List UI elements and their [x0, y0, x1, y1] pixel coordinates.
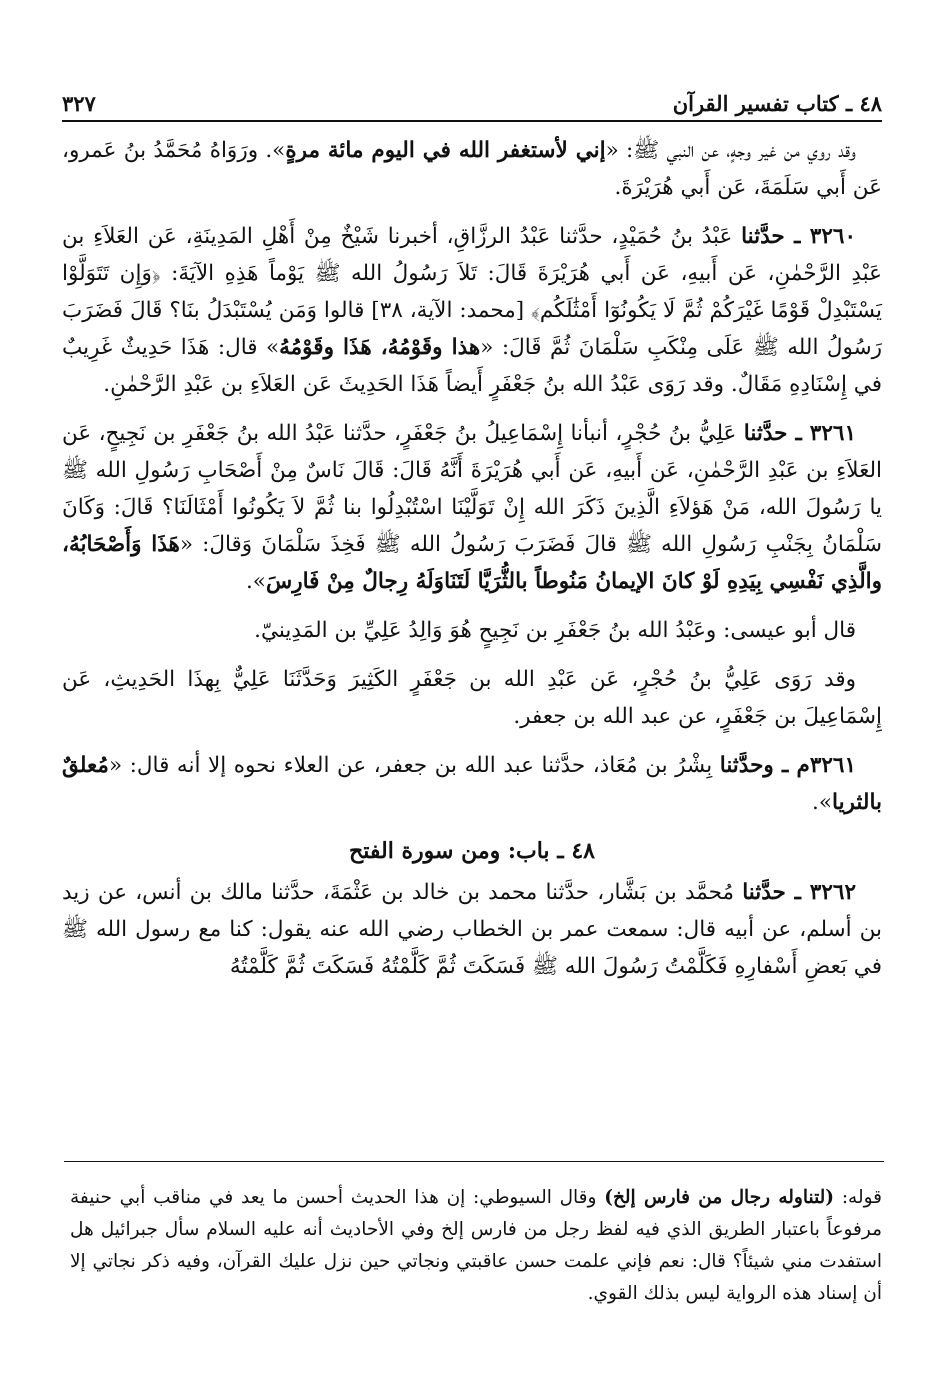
text-segment: وقد روي من غير وجهٍ، عن النبي ﷺ: « — [605, 138, 856, 163]
text-segment: » قال: هَذَا حَدِيثٌ غَرِيبٌ في إِسْنَادِهِ مَقَالٌ. وقد رَوَى عَبْدُ الله بنُ جَعْفَرٍ أَيضاً هَذَا الحَدِيثَ عَن العَلاَءِ بن عَبْدِ الرَّحْمٰنِ. — [62, 335, 882, 397]
running-header — [62, 78, 882, 122]
page-number: ٣٢٧ — [62, 91, 96, 116]
chapter-heading: ٤٨ ـ باب: ومن سورة الفتح — [349, 838, 595, 864]
paragraph-1 — [62, 132, 882, 206]
hadith-3261m — [62, 747, 882, 821]
footnote-lead: قوله: — [834, 1187, 883, 1208]
text-segment: ». ورَوَاهُ مُحَمَّدُ بنُ عَمرو، عَن أَبي سَلَمَةَ، عَن أَبي هُرَيْرَةَ. — [62, 138, 882, 200]
footnote — [70, 1182, 882, 1310]
main-text — [62, 132, 882, 985]
hadith-number: ٣٢٦٢ ـ حدَّثنا — [742, 880, 856, 905]
hadith-quote: مُعلقٌ بالثريا — [62, 753, 882, 815]
hadith-3260 — [62, 218, 882, 403]
hadith-number: ٣٢٦١ ـ حدَّثنا — [743, 421, 856, 446]
footnote-separator — [64, 1161, 884, 1162]
abu-isa-comment: قال أبو عيسى: وعَبْدُ الله بنُ جَعْفَرِ بن نَجِيحٍ هُوَ وَالِدُ عَلِيِّ بن المَدِينيّ. — [254, 618, 856, 643]
text-segment: ». — [812, 790, 833, 815]
hadith-quote: هَذَا وَأَصْحَابُهُ، والَّذِي نَفْسِي بِيَدِهِ لَوْ كانَ الإيمانُ مَنُوطاً بالثُّرَيَّا لَتَنَاوَلَهُ رِجالٌ مِنْ فَارِسَ — [62, 532, 882, 594]
page — [62, 78, 882, 997]
hadith-number: ٣٢٦٠ ـ حدَّثنا — [741, 224, 856, 249]
hadith-number: ٣٢٦١م ـ وحدَّثنا — [719, 753, 857, 778]
hadith-quote: إني لأستغفر الله في اليوم مائة مرةٍ — [285, 138, 606, 163]
text-segment: ». — [245, 569, 266, 594]
text-segment: مُحمَّد بن بَشَّار، حدَّثنا محمد بن خالد بن عَثْمَةَ، حدَّثنا مالك بن أنس، عن زيد بن أسلم، عن أبيه قال: سمعت عمر بن الخطاب رضي الله عنه يقول: كنا مع رسول الله ﷺ في بَعضِ أَسْفارِهِ فَكَلَّمْتُ رَسُولَ الله ﷺ فَسَكَتَ ثُمَّ كَلَّمْتُهُ فَسَكَتَ ثُمَّ كَلَّمْتُهُ — [62, 880, 882, 979]
header-title: ٤٨ ـ كتاب تفسير القرآن — [672, 91, 882, 116]
narration-note: وقد رَوَى عَلِيُّ بنُ حُجْرٍ، عَن عَبْدِ الله بن جَعْفَرٍ الكَثِيرَ وَحَدَّثَنَا عَلِيٌّ بِهذَا الحَدِيثِ، عَن إِسْمَاعِيلَ بن جَعْفَرٍ، عن عبد الله بن جعفر. — [62, 667, 882, 729]
footnote-text: وقال السيوطي: إن هذا الحديث أحسن ما يعد في مناقب أبي حنيفة مرفوعاً باعتبار الطريق الذي فيه لفظ رجل من فارس إلخ وفي الأحاديث أنه عليه السلام سأل جبرائيل هل استفدت مني شيئاً؟ قال: نعم فإني علمت حسن عاقبتي ونجاتي حين نزل عليك القرآن، وفيه ذكر نجاتي إلا أن إسناد هذه الرواية ليس بذلك القوي. — [70, 1187, 882, 1304]
text-segment: عَلِيُّ بنُ حُجْرٍ، أنبأنا إِسْمَاعِيلُ بنُ جَعْفَرٍ، حدَّثنا عَبْدُ الله بنُ جَعْفَرِ بن نَجِيحٍ، عَن العَلاَءِ بن عَبْدِ الرَّحْمٰنِ، عَن أَبيهِ، عَن أَبي هُرَيْرَةَ أَنَّهُ قَالَ: قَالَ نَاسٌ مِنْ أَصْحَابِ رَسُولِ الله ﷺ يا رَسُولَ الله، مَنْ هَؤلاَءِ الَّذِينَ ذَكَرَ الله إِنْ تَوَلَّيْنَا اسْتُبْدِلُوا بنا ثُمَّ لاَ يَكُونُوا أَمْثَالَنَا؟ قَالَ: وَكَانَ سَلْمَانُ بِجَنْبِ رَسُولِ الله ﷺ قالَ فَضَرَبَ رَسُولُ الله ﷺ فَخِذَ سَلْمَانَ وَقالَ: « — [62, 421, 882, 557]
hadith-3261 — [62, 415, 882, 600]
footnote-quote: (لتناوله رجال من فارس إلخ) — [604, 1187, 835, 1208]
hadith-3262 — [62, 874, 882, 985]
text-segment: بِشْرُ بن مُعَاذ، حدَّثنا عبد الله بن جعفر، عن العلاء نحوه إلا أنه قال: « — [108, 753, 720, 778]
hadith-quote: هذا وقَوْمُهُ، هَذَا وقَوْمُهُ — [279, 335, 481, 360]
text-segment: عَبْدُ بنُ حُمَيْدٍ، حدَّثنا عَبْدُ الرزَّاقِ، أخبرنا شَيْخٌ مِنْ أَهْلِ المَدِينَةِ، عَن العَلاَءِ بن عَبْدِ الرَّحْمٰنِ، عَن أَبيهِ، عَن أَبي هُرَيْرَةَ قَالَ: تَلاَ رَسُولُ الله ﷺ يَوْماً هَذِهِ الآيَةَ: ﴿وَإِن تَتَوَلَّوْا يَسْتَبْدِلْ قَوْمًا غَيْرَكُمْ ثُمَّ لَا يَكُونُوٓا أَمْثَٰلَكُم﴾ [محمد: الآية، ٣٨] قالوا وَمَن يُسْتَبْدَلُ بنَا؟ قَالَ فَضَرَبَ رَسُولُ الله ﷺ عَلَى مِنْكَبِ سَلْمَانَ ثُمَّ قَالَ: « — [62, 224, 883, 360]
